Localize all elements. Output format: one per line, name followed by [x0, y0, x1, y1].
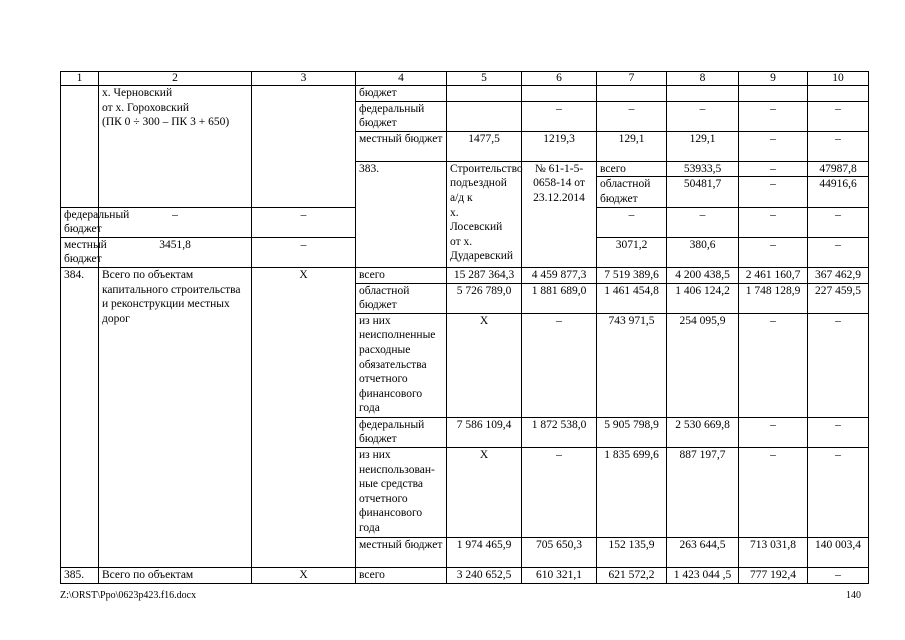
value-cell: – — [522, 313, 597, 417]
value-cell: – — [739, 417, 808, 447]
value-cell: – — [597, 101, 667, 131]
budget-type: местный бюджет — [356, 131, 447, 161]
value-cell: – — [808, 207, 869, 237]
value-cell: – — [99, 207, 252, 237]
value-cell: – — [667, 101, 739, 131]
value-cell: 50481,7 — [667, 177, 739, 207]
value-cell: 5 905 798,9 — [597, 417, 667, 447]
value-cell: 1 461 454,8 — [597, 283, 667, 313]
budget-type: местный бюджет — [356, 537, 447, 567]
value-cell — [667, 86, 739, 102]
header-cell: 9 — [739, 72, 808, 86]
value-cell: – — [808, 101, 869, 131]
value-cell: 152 135,9 — [597, 537, 667, 567]
value-cell: 1 835 699,6 — [597, 447, 667, 537]
value-cell: 7 586 109,4 — [447, 417, 522, 447]
value-cell: Х — [447, 313, 522, 417]
value-cell: 7 519 389,6 — [597, 267, 667, 283]
value-cell: 227 459,5 — [808, 283, 869, 313]
value-cell — [447, 86, 522, 102]
value-cell: 53933,5 — [667, 161, 739, 177]
row-number: 384. — [61, 267, 99, 567]
value-cell: 4 459 877,3 — [522, 267, 597, 283]
value-cell: 263 644,5 — [667, 537, 739, 567]
value-cell — [522, 86, 597, 102]
value-cell: – — [808, 417, 869, 447]
value-cell — [447, 101, 522, 131]
value-cell: – — [252, 207, 356, 237]
value-cell: 380,6 — [667, 237, 739, 267]
value-cell: 367 462,9 — [808, 267, 869, 283]
value-cell: 47987,8 — [808, 161, 869, 177]
object-name: Всего по объектам капитального строительства и реконструкции местных дорог — [99, 267, 252, 567]
page-number: 140 — [846, 590, 861, 601]
value-cell: 44916,6 — [808, 177, 869, 207]
value-cell: 140 003,4 — [808, 537, 869, 567]
value-cell: 1477,5 — [447, 131, 522, 161]
row-number: 383. — [356, 161, 447, 267]
value-cell: – — [522, 447, 597, 537]
value-cell — [739, 86, 808, 102]
budget-table — [60, 71, 869, 584]
footer-file-path: Z:\ORST\Ppo\0623p423.f16.docx — [60, 590, 197, 601]
header-cell: 5 — [447, 72, 522, 86]
value-cell: – — [739, 237, 808, 267]
value-cell: – — [522, 101, 597, 131]
value-cell: – — [739, 131, 808, 161]
value-cell: Х — [447, 447, 522, 537]
value-cell: 4 200 438,5 — [667, 267, 739, 283]
value-cell: – — [808, 131, 869, 161]
value-cell: 1 406 124,2 — [667, 283, 739, 313]
value-cell: 743 971,5 — [597, 313, 667, 417]
document-ref: № 61-1-5-0658-14 от 23.12.2014 — [522, 161, 597, 267]
value-cell: – — [739, 161, 808, 177]
document-ref: Х — [252, 567, 356, 583]
value-cell: 1 748 128,9 — [739, 283, 808, 313]
value-cell: 1 974 465,9 — [447, 537, 522, 567]
budget-type: из них неиспользован-ные средства отчетного финансового года — [356, 447, 447, 537]
value-cell: – — [667, 207, 739, 237]
header-row — [61, 72, 869, 86]
value-cell: – — [739, 313, 808, 417]
budget-type: всего — [597, 161, 667, 177]
value-cell: 2 461 160,7 — [739, 267, 808, 283]
budget-type: областной бюджет — [356, 283, 447, 313]
value-cell: 129,1 — [597, 131, 667, 161]
value-cell: 1 881 689,0 — [522, 283, 597, 313]
budget-type: всего — [356, 267, 447, 283]
table-row — [61, 267, 869, 283]
document-ref: Х — [252, 267, 356, 567]
object-name: Всего по объектам — [99, 567, 252, 583]
row-number — [61, 86, 99, 208]
budget-type: федеральный бюджет — [356, 101, 447, 131]
value-cell: – — [252, 237, 356, 267]
header-cell: 6 — [522, 72, 597, 86]
table-row — [61, 86, 869, 102]
value-cell: 3 240 652,5 — [447, 567, 522, 583]
header-cell: 3 — [252, 72, 356, 86]
value-cell: – — [739, 447, 808, 537]
object-name: х. Черновский от х. Гороховский (ПК 0 ÷ 300 – ПК 3 + 650) — [99, 86, 252, 208]
object-name: Строительство подъездной а/д к х. Лосевский от х. Дударевский — [447, 161, 522, 267]
budget-type: местный бюджет — [61, 237, 99, 267]
value-cell: 777 192,4 — [739, 567, 808, 583]
value-cell: 3071,2 — [597, 237, 667, 267]
table-row — [61, 567, 869, 583]
header-cell: 10 — [808, 72, 869, 86]
value-cell: – — [808, 447, 869, 537]
value-cell: 621 572,2 — [597, 567, 667, 583]
value-cell: 713 031,8 — [739, 537, 808, 567]
budget-type: из них неисполненные расходные обязательства отчетного финансового года — [356, 313, 447, 417]
header-cell: 7 — [597, 72, 667, 86]
value-cell: – — [597, 207, 667, 237]
budget-type: федеральный бюджет — [356, 417, 447, 447]
header-cell: 8 — [667, 72, 739, 86]
budget-type: всего — [356, 567, 447, 583]
value-cell — [597, 86, 667, 102]
header-cell: 4 — [356, 72, 447, 86]
value-cell: – — [739, 177, 808, 207]
budget-type: областной бюджет — [597, 177, 667, 207]
value-cell: – — [808, 313, 869, 417]
value-cell: 254 095,9 — [667, 313, 739, 417]
row-number: 385. — [61, 567, 99, 583]
value-cell: 15 287 364,3 — [447, 267, 522, 283]
value-cell: – — [808, 237, 869, 267]
value-cell: 3451,8 — [99, 237, 252, 267]
value-cell — [808, 86, 869, 102]
budget-type: бюджет — [356, 86, 447, 102]
document-ref — [252, 86, 356, 208]
value-cell: – — [808, 567, 869, 583]
value-cell: 610 321,1 — [522, 567, 597, 583]
budget-type: федеральный бюджет — [61, 207, 99, 237]
value-cell: 1 872 538,0 — [522, 417, 597, 447]
header-cell: 2 — [99, 72, 252, 86]
value-cell: 705 650,3 — [522, 537, 597, 567]
value-cell: 1219,3 — [522, 131, 597, 161]
value-cell: 129,1 — [667, 131, 739, 161]
value-cell: – — [739, 101, 808, 131]
value-cell: – — [739, 207, 808, 237]
value-cell: 2 530 669,8 — [667, 417, 739, 447]
value-cell: 1 423 044 ,5 — [667, 567, 739, 583]
value-cell: 5 726 789,0 — [447, 283, 522, 313]
header-cell: 1 — [61, 72, 99, 86]
value-cell: 887 197,7 — [667, 447, 739, 537]
